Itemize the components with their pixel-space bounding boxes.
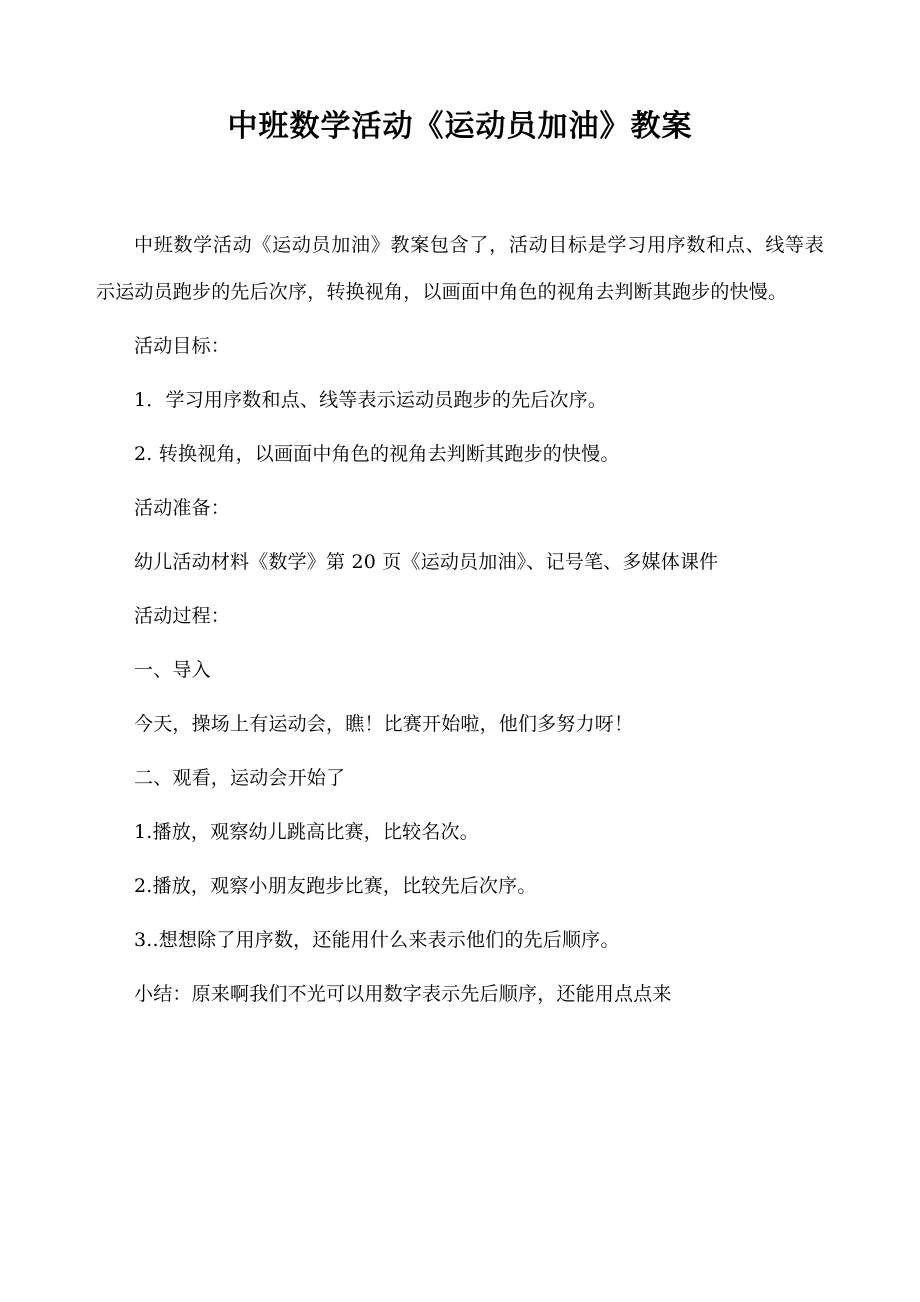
paragraph: 活动准备： [134, 497, 231, 519]
paragraph: 今天，操场上有运动会，瞧！比赛开始啦，他们多努力呀！ [134, 713, 634, 735]
paragraph: 中班数学活动《运动员加油》教案包含了，活动目标是学习用序数和点、线等表示运动员跑步的先后次序，转换视角，以画面中角色的视角去判断其跑步的快慢。 [96, 234, 824, 303]
document-body [96, 222, 824, 1018]
paragraph: 幼儿活动材料《数学》第 20 页《运动员加油》、记号笔、多媒体课件 [134, 551, 719, 573]
paragraph: 活动过程： [134, 605, 231, 627]
paragraph: 3..想想除了用序数，还能用什么来表示他们的先后顺序。 [134, 929, 620, 951]
paragraph: 活动目标： [134, 335, 231, 357]
paragraph: 1.播放，观察幼儿跳高比赛，比较名次。 [134, 821, 479, 843]
paragraph: 2. 转换视角，以画面中角色的视角去判断其跑步的快慢。 [134, 443, 620, 465]
paragraph: 一、导入 [134, 659, 211, 681]
paragraph: 二、观看，运动会开始了 [134, 767, 346, 789]
paragraph: 2.播放，观察小朋友跑步比赛，比较先后次序。 [134, 875, 537, 897]
paragraph: 小结：原来啊我们不光可以用数字表示先后顺序，还能用点点来 [134, 983, 672, 1005]
page-title: 中班数学活动《运动员加油》教案 [227, 109, 693, 144]
paragraph: 1．学习用序数和点、线等表示运动员跑步的先后次序。 [134, 389, 608, 411]
